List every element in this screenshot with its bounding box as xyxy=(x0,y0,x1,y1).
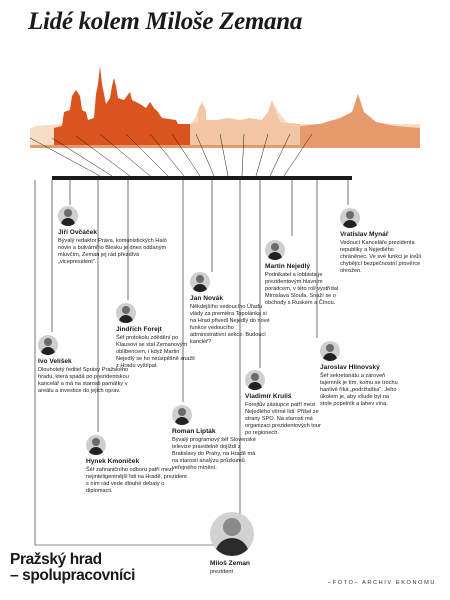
person-card-mynar xyxy=(340,208,422,275)
person-description: Bývalý programový šéf Slovenské televize pravidelně dojíždí z Bratislavy do Prahy, na Hradě má na starosti analýzu průzkumů veřejného mínění. xyxy=(172,437,256,472)
president-avatar xyxy=(210,512,254,556)
castle-light-block xyxy=(190,100,300,148)
footer-title-line-1: Pražský hrad xyxy=(10,551,102,568)
person-card-novak xyxy=(190,272,270,347)
person-name: Ivo Velíšek xyxy=(38,358,72,365)
avatar xyxy=(265,240,285,260)
avatar xyxy=(116,303,136,323)
person-description: Forejtův zástupce patří mezi Nejedlého věrné lidi. Přišel ze strany SPO. Na starosti má organizaci prezidentových tour po regionech. xyxy=(245,402,321,437)
hierarchy-bar xyxy=(52,176,352,180)
person-name: Hynek Kmoníček xyxy=(86,458,140,465)
avatar xyxy=(172,405,192,425)
footer-title-line-2: – spolupracovníci xyxy=(10,567,135,584)
person-description: Vedoucí Kanceláře prezidenta republiky a Nejedlého chráněnec. Ve své funkci je kvůli chybějící bezpečnostní prověrce ohrožen. xyxy=(340,240,421,275)
person-description: Šéf protokolu zdědění po Klausovi se stal Zemanovým oblíbencem, i když Martin Nejedlý se ho neúspěšně snažil z Hradu vyštípat. xyxy=(116,335,195,370)
person-description: Podnikatel a lobbista je prezidentovým hlavním poradcem, v této roli vystřídal Miroslava Sloufa. Snaží se o obchody s Ruskem a Čínou. xyxy=(265,272,339,307)
page-title: Lidé kolem Miloše Zemana xyxy=(28,8,303,35)
person-card-ovcacek xyxy=(58,206,176,266)
avatar xyxy=(245,370,265,390)
person-card-liptak xyxy=(172,405,256,472)
president-name: Miloš Zeman xyxy=(210,560,250,567)
avatar xyxy=(38,335,58,355)
person-description: Šéf sekretariátu a zároveň tajemník je tím, komu se trochu hanlivě říká „podržtaška“. Jeho úkolem je, aby všude byl na stole popelník a lahev vína. xyxy=(320,373,398,408)
castle-mid-block xyxy=(300,94,420,148)
cathedral xyxy=(54,66,190,148)
footer-title xyxy=(10,552,135,584)
person-name: Jindřich Forejt xyxy=(116,326,162,333)
avatar xyxy=(340,208,360,228)
avatar xyxy=(58,206,78,226)
president-role: prezident xyxy=(210,569,234,575)
person-name: Roman Lipták xyxy=(172,428,216,435)
person-description: Dlouholetý ředitel Správy Pražského hradu, která spadá po prezidentskou kancelář a má na starosti památky v areálu a investice do jejich oprav. xyxy=(38,367,129,395)
person-card-hlinovsky xyxy=(320,341,402,408)
person-name: Jan Novák xyxy=(190,295,223,302)
person-card-forejt xyxy=(116,303,196,370)
person-name: Jiří Ovčáček xyxy=(58,229,97,236)
person-name: Vratislav Mynář xyxy=(340,231,389,238)
avatar xyxy=(86,435,106,455)
photo-credit: –FOTO– ARCHIV EKONOMU xyxy=(327,580,436,586)
president-card xyxy=(210,512,254,576)
avatar xyxy=(190,272,210,292)
person-name: Vladimír Kruliš xyxy=(245,393,292,400)
person-name: Jaroslav Hlinovský xyxy=(320,364,380,371)
person-description: Někdejšího vedoucího Úřadu vlády za premiéra Topolánka si na Hrad přivedl Nejedlý do nové funkce vedoucího administrativní sekce. Budoucí kancléř? xyxy=(190,304,270,346)
person-description: Šéf zahraničního odboru patří mezi nejinteligentnější lidi na Hradě, prezident s ním rád vede dlouhé debaty o diplomacii. xyxy=(86,467,187,495)
person-card-nejedly xyxy=(265,240,345,307)
person-name: Martin Nejedlý xyxy=(265,263,311,270)
person-card-krulis xyxy=(245,370,325,437)
avatar xyxy=(320,341,340,361)
castle-silhouette xyxy=(30,66,420,148)
person-description: Bývalý redaktor Práva, komunistických Haló novin a bulvárního Blesku je dnes oddaným mluvčím, Zeman jej rád přezdívá „vicepresident“. xyxy=(58,238,167,266)
